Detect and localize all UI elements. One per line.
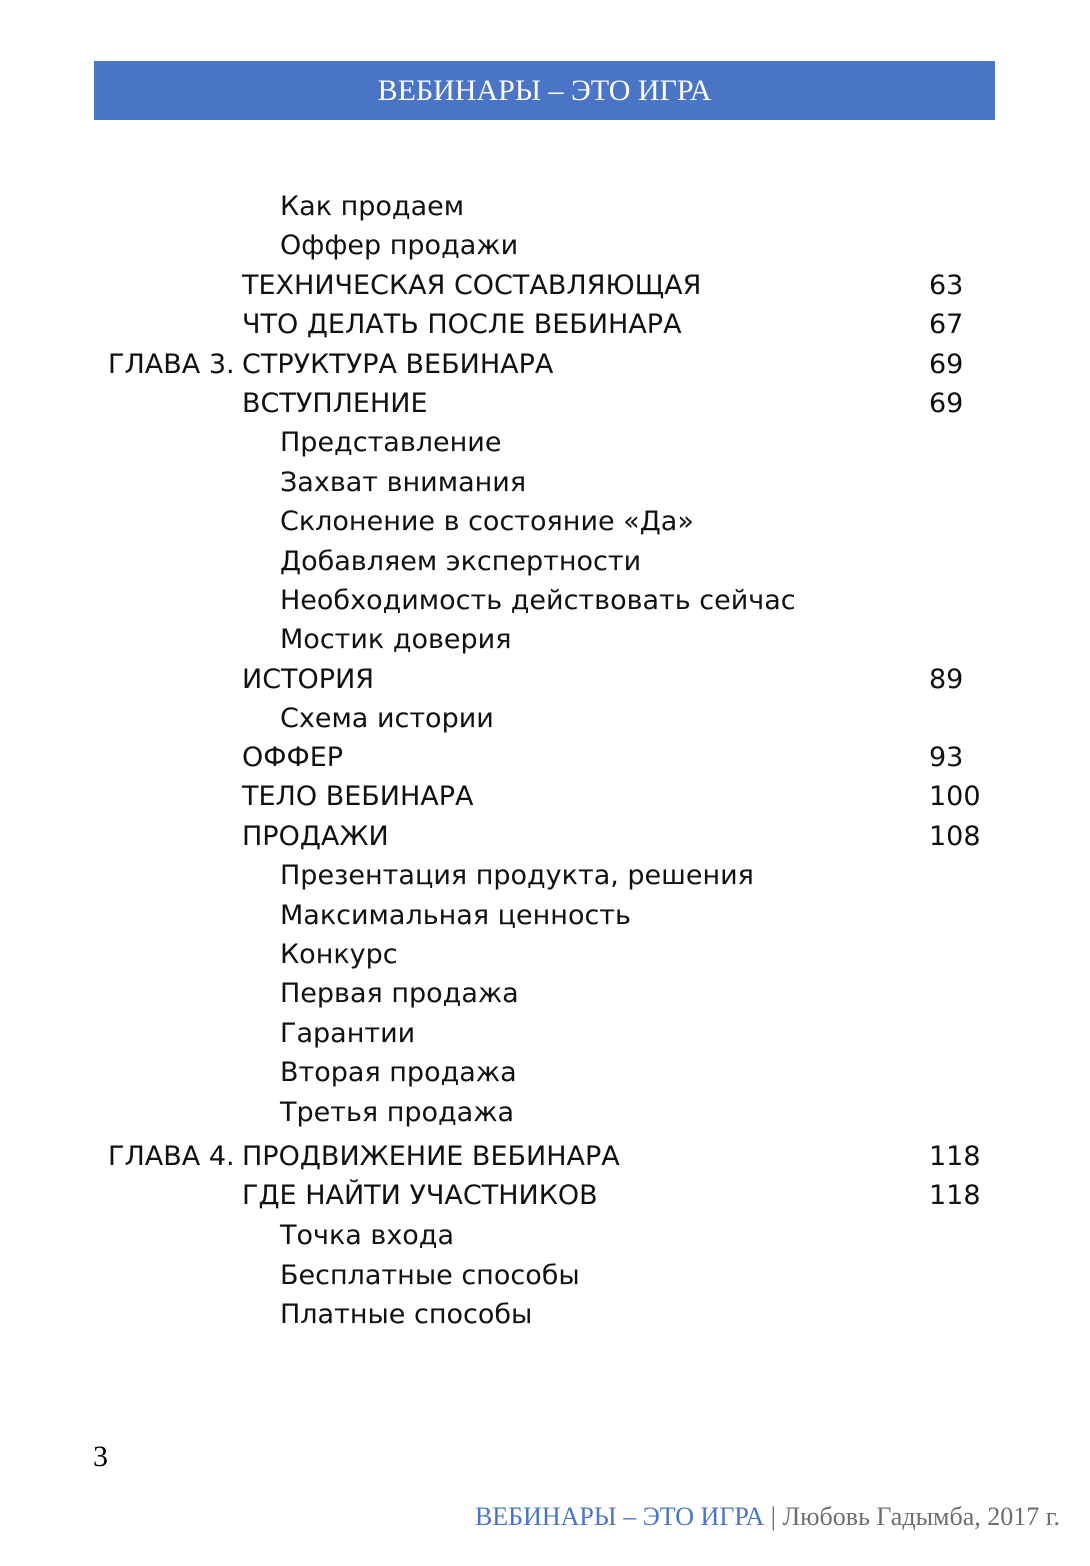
toc-entry[interactable] [0, 1015, 1090, 1053]
toc-entry-title: Платные способы [280, 1299, 533, 1330]
toc-entry[interactable] [0, 267, 1090, 305]
toc-entry-title: Склонение в состояние «Да» [280, 506, 694, 537]
toc-chapter-label: ГЛАВА 4. [108, 1141, 235, 1172]
toc-entry[interactable] [0, 543, 1090, 581]
toc-entry-title: ИСТОРИЯ [242, 664, 375, 695]
toc-entry-title: ТЕХНИЧЕСКАЯ СОСТАВЛЯЮЩАЯ [242, 270, 702, 301]
toc-entry[interactable] [0, 306, 1090, 344]
toc-entry-title: Презентация продукта, решения [280, 860, 754, 891]
toc-entry-title: ПРОДАЖИ [242, 821, 389, 852]
footer-book-title: ВЕБИНАРЫ – ЭТО ИГРА [474, 1502, 765, 1531]
toc-entry[interactable] [0, 464, 1090, 502]
toc-entry-title: Точка входа [280, 1220, 455, 1251]
toc-entry-title: ГДЕ НАЙТИ УЧАСТНИКОВ [242, 1180, 598, 1211]
toc-entry[interactable] [0, 188, 1090, 226]
toc-entry[interactable] [0, 1296, 1090, 1334]
header-title: ВЕБИНАРЫ – ЭТО ИГРА [377, 73, 712, 107]
toc-entry-title: Бесплатные способы [280, 1260, 580, 1291]
toc-entry-title: Захват внимания [280, 467, 527, 498]
toc-entry-title: Первая продажа [280, 978, 519, 1009]
toc-entry[interactable] [0, 818, 1090, 856]
toc-entry-title: Добавляем экспертности [280, 546, 642, 577]
toc-entry-title: ТЕЛО ВЕБИНАРА [242, 781, 474, 812]
toc-entry[interactable] [0, 503, 1090, 541]
toc-page-number: 63 [929, 270, 964, 301]
toc-entry[interactable] [0, 700, 1090, 738]
toc-chapter-entry[interactable] [0, 346, 1090, 384]
toc-page-number: 118 [929, 1141, 981, 1172]
toc-page-number: 108 [929, 821, 981, 852]
toc-entry[interactable] [0, 1094, 1090, 1132]
toc-entry[interactable] [0, 857, 1090, 895]
toc-entry-title: Представление [280, 427, 502, 458]
toc-page-number: 89 [929, 664, 964, 695]
toc-entry-title: Конкурс [280, 939, 398, 970]
running-footer [475, 1502, 1060, 1532]
toc-entry[interactable] [0, 739, 1090, 777]
toc-entry-title: Гарантии [280, 1018, 416, 1049]
toc-entry[interactable] [0, 227, 1090, 265]
toc-entry[interactable] [0, 1177, 1090, 1215]
toc-chapter-label: ГЛАВА 3. [108, 349, 235, 380]
toc-page-number: 69 [929, 388, 964, 419]
toc-entry-title: Схема истории [280, 703, 494, 734]
toc-entry[interactable] [0, 778, 1090, 816]
toc-entry[interactable] [0, 385, 1090, 423]
toc-entry[interactable] [0, 1054, 1090, 1092]
toc-entry-title: ВСТУПЛЕНИЕ [242, 388, 428, 419]
toc-entry[interactable] [0, 582, 1090, 620]
toc-page-number: 69 [929, 349, 964, 380]
toc-chapter-entry[interactable] [0, 1138, 1090, 1176]
toc-entry[interactable] [0, 936, 1090, 974]
toc-entry-title: Вторая продажа [280, 1057, 517, 1088]
toc-page-number: 67 [929, 309, 964, 340]
footer-author-year: Любовь Гадымба, 2017 г. [782, 1502, 1060, 1531]
toc-entry[interactable] [0, 621, 1090, 659]
toc-entry-title: Максимальная ценность [280, 900, 631, 931]
toc-entry-title: Мостик доверия [280, 624, 512, 655]
footer-separator: | [770, 1502, 776, 1531]
toc-entry-title: Как продаем [280, 191, 465, 222]
toc-entry-title: ЧТО ДЕЛАТЬ ПОСЛЕ ВЕБИНАРА [242, 309, 682, 340]
toc-entry-title: ПРОДВИЖЕНИЕ ВЕБИНАРА [242, 1141, 620, 1172]
toc-entry-title: Оффер продажи [280, 230, 519, 261]
toc-entry-title: Необходимость действовать сейчас [280, 585, 796, 616]
toc-entry-title: ОФФЕР [242, 742, 344, 773]
toc-page-number: 93 [929, 742, 964, 773]
toc-entry[interactable] [0, 975, 1090, 1013]
toc-page-number: 118 [929, 1180, 981, 1211]
toc-page-number: 100 [929, 781, 981, 812]
page-number: 3 [93, 1440, 108, 1473]
toc-entry[interactable] [0, 1257, 1090, 1295]
toc-entry-title: Третья продажа [280, 1097, 515, 1128]
toc-entry[interactable] [0, 424, 1090, 462]
toc-entry[interactable] [0, 661, 1090, 699]
toc-entry-title: СТРУКТУРА ВЕБИНАРА [242, 349, 554, 380]
toc-entry[interactable] [0, 897, 1090, 935]
toc-entry[interactable] [0, 1217, 1090, 1255]
